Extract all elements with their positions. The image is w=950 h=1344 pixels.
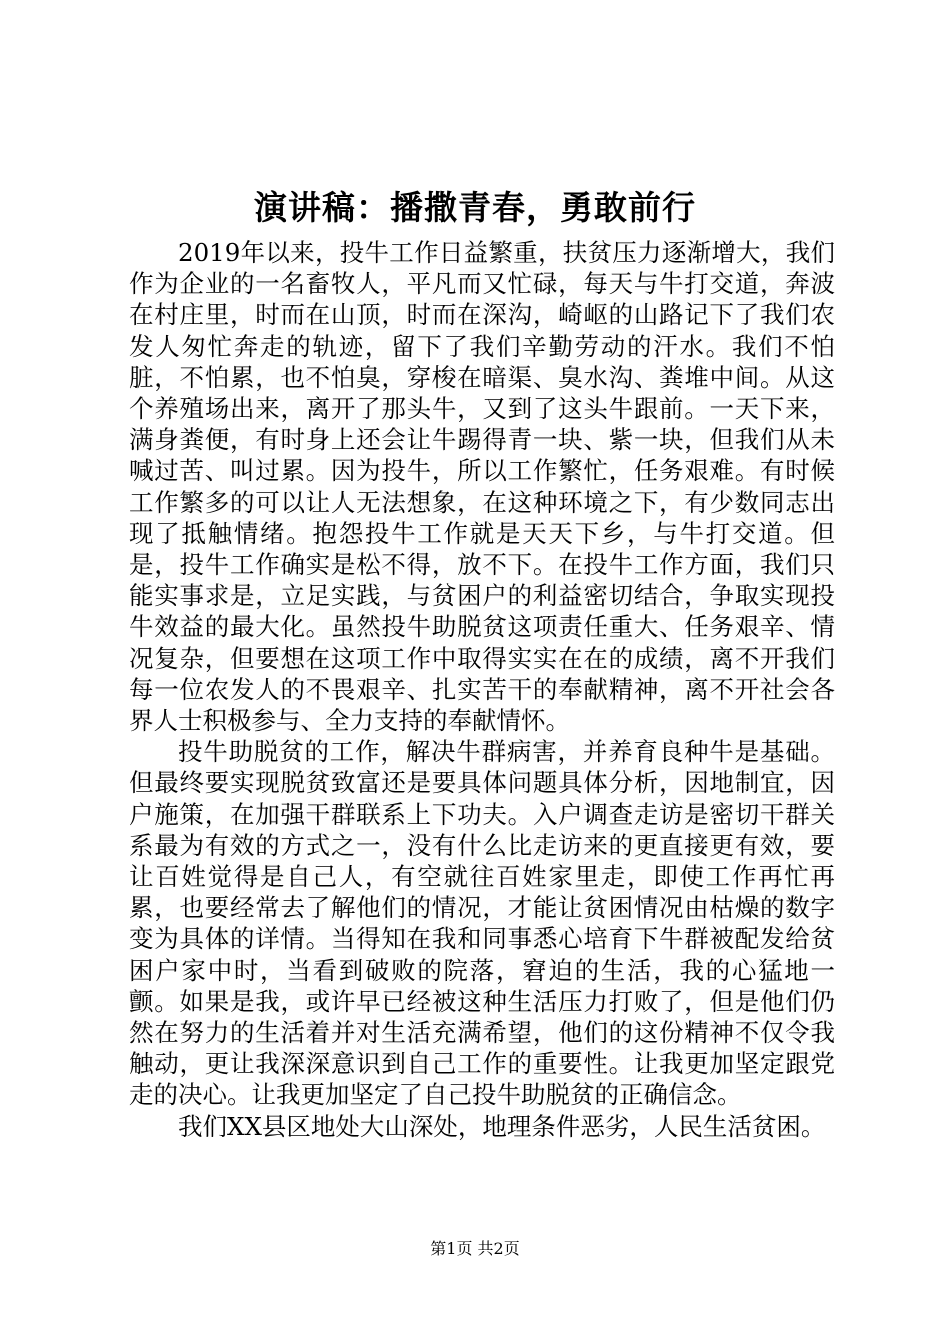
paragraph-2: 投牛助脱贫的工作，解决牛群病害，并养育良种牛是基础。但最终要实现脱贫致富还是要具体问题具体分析，因地制宜，因户施策，在加强干群联系上下功夫。入户调查走访是密切干群关系最为有效的方式之一，没有什么比走访来的更直接更有效，要让百姓觉得是自己人，有空就往百姓家里走，即使工作再忙再累，也要经常去了解他们的情况，才能让贫困情况由枯燥的数字变为具体的详情。当得知在我和同事悉心培育下牛群被配发给贫困户家中时，当看到破败的院落，窘迫的生活，我的心猛地一颤。如果是我，或许早已经被这种生活压力打败了，但是他们仍然在努力的生活着并对生活充满希望，他们的这份精神不仅令我触动，更让我深深意识到自己工作的重要性。让我更加坚定跟党走的决心。让我更加坚定了自己投牛助脱贫的正确信念。: [129, 737, 835, 1110]
paragraph-3: 我们XX县区地处大山深处，地理条件恶劣，人民生活贫困。: [178, 1111, 826, 1141]
document-title: 演讲稿：播撒青春，勇敢前行: [254, 188, 696, 227]
paragraph-1: 2019年以来，投牛工作日益繁重，扶贫压力逐渐增大，我们作为企业的一名畜牧人，平凡而又忙碌，每天与牛打交道，奔波在村庄里，时而在山顶，时而在深沟，崎岖的山路记下了我们农发人匆忙奔走的轨迹，留下了我们辛勤劳动的汗水。我们不怕脏，不怕累，也不怕臭，穿梭在暗渠、臭水沟、粪堆中间。从这个养殖场出来，离开了那头牛，又到了这头牛跟前。一天下来，满身粪便，有时身上还会让牛踢得青一块、紫一块，但我们从未喊过苦、叫过累。因为投牛，所以工作繁忙，任务艰难。有时候工作繁多的可以让人无法想象，在这种环境之下，有少数同志出现了抵触情绪。抱怨投牛工作就是天天下乡，与牛打交道。但是，投牛工作确实是松不得，放不下。在投牛工作方面，我们只能实事求是，立足实践，与贫困户的利益密切结合，争取实现投牛效益的最大化。虽然投牛助脱贫这项责任重大、任务艰辛、情况复杂，但要想在这项工作中取得实实在在的成绩，离不开我们每一位农发人的不畏艰辛、扎实苦干的奉献精神，离不开社会各界人士积极参与、全力支持的奉献情怀。: [129, 238, 835, 736]
page-footer: 第1页 共2页: [430, 1239, 520, 1258]
document-body: [129, 237, 835, 1142]
